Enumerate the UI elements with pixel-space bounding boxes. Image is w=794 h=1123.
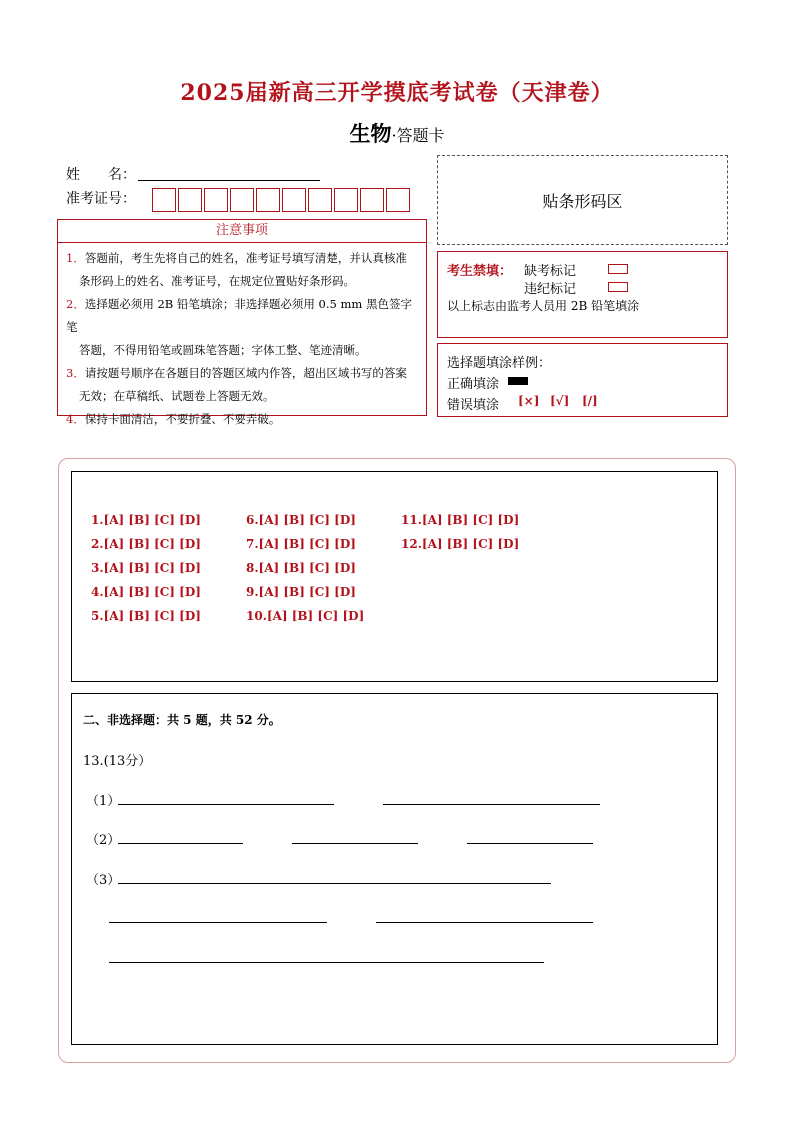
correct-fill-sample (508, 377, 528, 385)
id-digit-box[interactable] (282, 188, 306, 212)
fill-sample-box (437, 343, 728, 417)
id-digit-box[interactable] (256, 188, 280, 212)
mcq-question-3[interactable]: 3.[A] [B] [C] [D] (91, 561, 201, 575)
answer-line[interactable] (118, 804, 334, 805)
notice-body (57, 242, 427, 426)
mcq-question-10[interactable]: 10.[A] [B] [C] [D] (246, 609, 365, 623)
question-13-title: 13.(13分） (83, 754, 152, 769)
subject-name: 生物 (349, 121, 392, 146)
id-digit-box[interactable] (360, 188, 384, 212)
part-3-label: （3） (86, 873, 121, 888)
name-label: 姓 名： (66, 167, 136, 183)
part-2-label: （2） (86, 833, 121, 848)
absent-mark-box[interactable] (608, 264, 628, 274)
exam-title: 2025届新高三开学摸底考试卷（天津卷） (180, 80, 614, 106)
mcq-question-2[interactable]: 2.[A] [B] [C] [D] (91, 537, 201, 551)
subject-suffix: ·答题卡 (391, 126, 445, 145)
barcode-area (437, 155, 728, 245)
answer-line[interactable] (109, 962, 544, 963)
id-digit-box[interactable] (152, 188, 176, 212)
notice-item: 4．保持卡面清洁，不要折叠、不要弄破。 (66, 412, 281, 426)
mcq-question-9[interactable]: 9.[A] [B] [C] [D] (246, 585, 356, 599)
part-1-label: （1） (86, 794, 121, 809)
mcq-question-5[interactable]: 5.[A] [B] [C] [D] (91, 609, 201, 623)
short-answer-section (71, 693, 718, 1045)
sample-heading: 选择题填涂样例： (447, 356, 552, 371)
correct-fill-label: 正确填涂 (447, 377, 500, 392)
id-digit-box[interactable] (178, 188, 202, 212)
section-title: 二、非选择题：共 5 题，共 52 分。 (83, 713, 281, 727)
mcq-question-7[interactable]: 7.[A] [B] [C] [D] (246, 537, 356, 551)
mcq-question-8[interactable]: 8.[A] [B] [C] [D] (246, 561, 356, 575)
id-digit-box[interactable] (204, 188, 228, 212)
wrong-mark-slash: [/] (582, 394, 598, 408)
subject-title (0, 118, 794, 148)
forbid-note: 以上标志由监考人员用 2B 铅笔填涂 (447, 299, 640, 313)
answer-line[interactable] (109, 922, 327, 923)
id-label: 准考证号： (66, 191, 136, 207)
notice-item: 3．请按题号顺序在各题目的答题区域内作答，超出区域书写的答案 (66, 366, 407, 380)
id-digit-box[interactable] (334, 188, 358, 212)
mcq-question-6[interactable]: 6.[A] [B] [C] [D] (246, 513, 356, 527)
notice-heading: 注意事项 (57, 219, 427, 243)
id-digit-box[interactable] (308, 188, 332, 212)
notice-item-cont: 无效；在草稿纸、试题卷上答题无效。 (79, 389, 275, 403)
notice-item-cont: 答题，不得用铅笔或圆珠笔答题；字体工整、笔迹清晰。 (79, 343, 367, 357)
name-field[interactable] (138, 180, 320, 181)
answer-line[interactable] (383, 804, 600, 805)
mcq-question-1[interactable]: 1.[A] [B] [C] [D] (91, 513, 201, 527)
wrong-mark-check: [√] (550, 394, 570, 408)
id-digit-box[interactable] (386, 188, 410, 212)
wrong-fill-label: 错误填涂 (447, 398, 500, 413)
barcode-label: 贴条形码区 (542, 191, 623, 211)
mcq-question-12[interactable]: 12.[A] [B] [C] [D] (401, 537, 520, 551)
notice-item: 1．答题前，考生先将自己的姓名，准考证号填写清楚，并认真核准 (66, 251, 407, 265)
absent-mark-label: 缺考标记 (524, 264, 577, 279)
answer-line[interactable] (118, 843, 243, 844)
notice-item: 2．选择题必须用 2B 铅笔填涂；非选择题必须用 0.5 mm 黑色签字笔 (66, 297, 412, 334)
mcq-question-11[interactable]: 11.[A] [B] [C] [D] (401, 513, 520, 527)
answer-line[interactable] (118, 883, 551, 884)
answer-line[interactable] (467, 843, 593, 844)
id-number-boxes[interactable] (152, 188, 412, 212)
wrong-mark-cross: [×] (518, 394, 540, 408)
notice-item-cont: 条形码上的姓名、准考证号，在规定位置贴好条形码。 (79, 274, 355, 288)
id-digit-box[interactable] (230, 188, 254, 212)
violation-mark-box[interactable] (608, 282, 628, 292)
examiner-only-box (437, 251, 728, 338)
multiple-choice-section (71, 471, 718, 682)
mcq-question-4[interactable]: 4.[A] [B] [C] [D] (91, 585, 201, 599)
forbid-label: 考生禁填： (447, 264, 513, 279)
violation-mark-label: 违纪标记 (524, 282, 577, 297)
answer-line[interactable] (376, 922, 593, 923)
answer-line[interactable] (292, 843, 418, 844)
